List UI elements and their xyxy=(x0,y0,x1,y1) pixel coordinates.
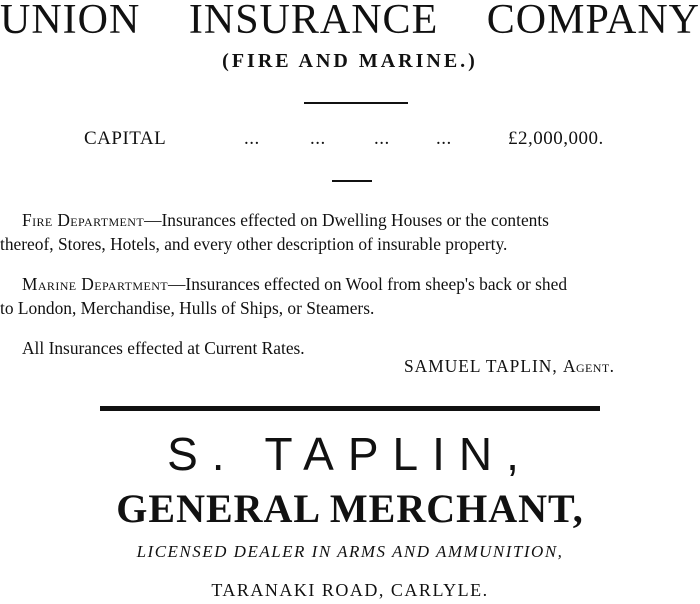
capital-leader: ... xyxy=(436,128,452,149)
company-name-word-1: UNION xyxy=(0,0,141,43)
merchant-name: S. TAPLIN, xyxy=(167,428,533,480)
agent-title: Agent. xyxy=(563,356,615,376)
capital-leader: ... xyxy=(244,128,260,149)
marine-text-1: —Insurances effected on Wool from sheep's back or shed xyxy=(168,274,568,294)
fire-line-1 xyxy=(0,208,700,232)
company-subtitle: (FIRE AND MARINE.) xyxy=(222,50,478,72)
company-name-heading xyxy=(0,0,700,44)
fire-department-paragraph xyxy=(0,208,700,256)
marine-heading: Marine Department xyxy=(22,274,169,294)
agent-name: SAMUEL TAPLIN, xyxy=(404,356,558,376)
fire-text-1: —Insurances effected on Dwelling Houses or the contents xyxy=(144,210,549,230)
capital-label: CAPITAL xyxy=(84,128,167,149)
capital-leader: ... xyxy=(374,128,390,149)
company-name-word-2: INSURANCE xyxy=(188,0,439,43)
licensed-dealer-line: LICENSED DEALER IN ARMS AND AMMUNITION, xyxy=(136,542,564,561)
agent-signature xyxy=(404,356,614,377)
capital-leader: ... xyxy=(310,128,326,149)
marine-department-paragraph xyxy=(0,272,700,320)
rates-text: All Insurances effected at Current Rates. xyxy=(22,338,305,358)
fire-line-2: thereof, Stores, Hotels, and every other description of insurable property. xyxy=(0,234,508,254)
divider-tiny xyxy=(332,180,372,182)
capital-amount: £2,000,000. xyxy=(508,128,604,149)
marine-line-1 xyxy=(0,272,700,296)
section-divider xyxy=(100,406,600,411)
marine-line-2: to London, Merchandise, Hulls of Ships, or Steamers. xyxy=(0,298,375,318)
merchant-address: TARANAKI ROAD, CARLYLE. xyxy=(211,580,489,600)
fire-heading: Fire Department xyxy=(22,210,145,230)
merchant-title: GENERAL MERCHANT, xyxy=(116,486,584,531)
company-name-word-3: COMPANY xyxy=(486,0,700,43)
divider-short xyxy=(304,102,408,104)
